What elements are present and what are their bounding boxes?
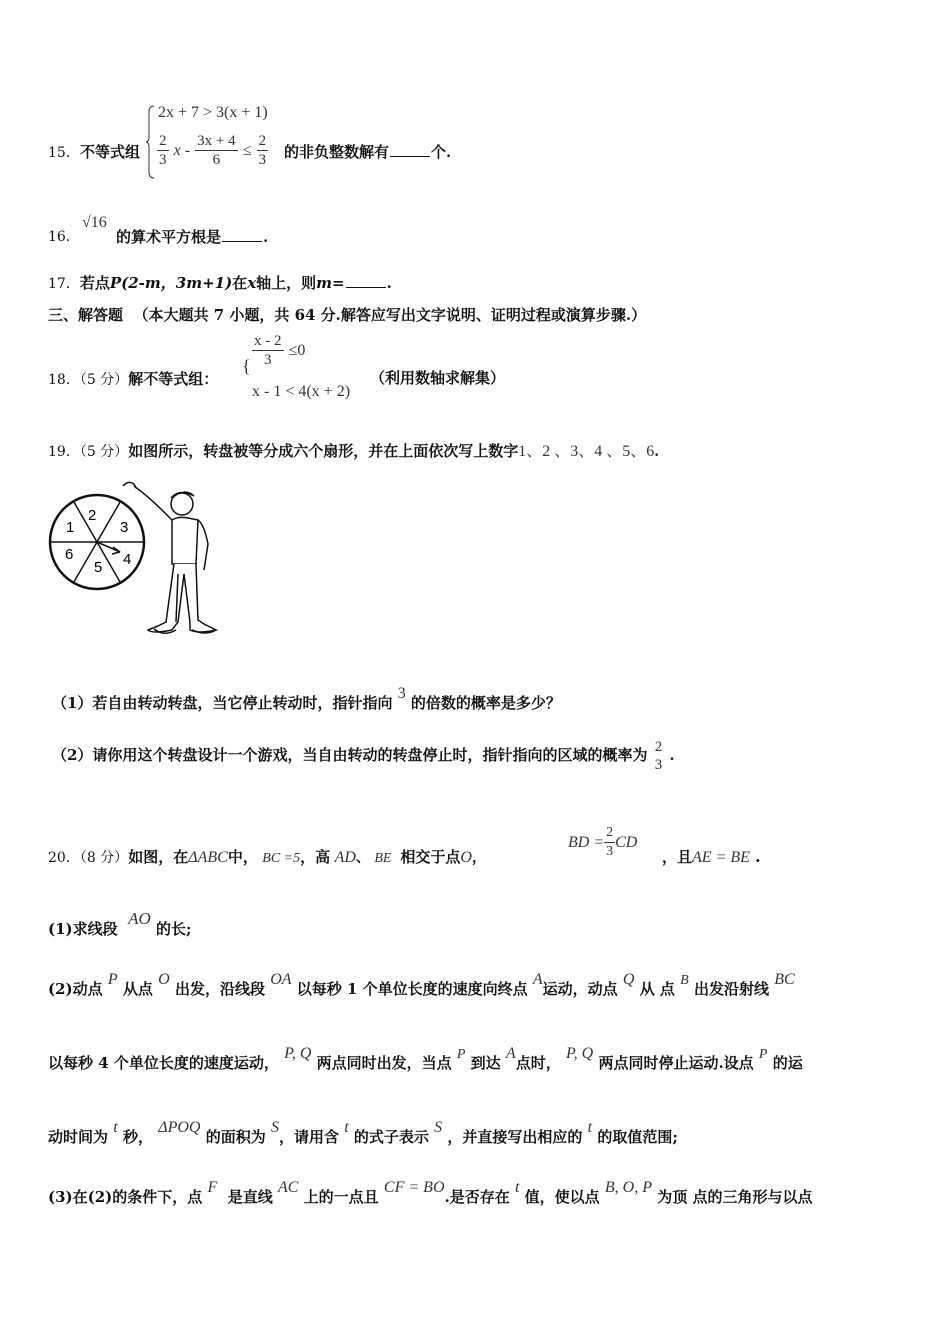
q15-suffix: 的非负整数解有 个. [284,143,452,161]
q16-text: 的算术平方根是 . [116,228,269,246]
q20-sub2-line3: 动时间为 t 秒， ΔPOQ 的面积为 S，请用含 t 的式子表示 S ，并直接写出相应的 t 的取值范围; [48,1119,678,1146]
q17-line: 17．若点P(2-m，3m+1)在x轴上，则m= . [48,274,392,292]
q18-row1: $\frac{x - 2}{3}$ ≤0 [254,333,306,368]
wheel-number-2: 2 [88,507,97,524]
q19-line: 19．（5 分）如图所示，转盘被等分成六个扇形，并在上面依次写上数字1、2 、3、4 、5、6. [48,442,660,460]
q15-row1: 2x + 7 > 3(x + 1) [158,104,268,121]
wheel-number-1: 1 [66,519,75,536]
q15-brace [146,104,156,180]
q15-prefix: 不等式组 [80,143,141,161]
q16-radical: √16 [82,214,107,231]
q20-line-end: ，且AE = BE . [662,847,761,866]
wheel-number-5: 5 [94,559,103,576]
section3-heading: 三、解答题 （本大题共 7 小题，共 64 分.解答应写出文字说明、证明过程或演算步骤.） [48,306,647,324]
q16-number: 16． [48,229,80,245]
wheel-number-4: 4 [123,551,132,568]
wheel-number-6: 6 [65,546,74,563]
q18-number: 18．（5 分）解不等式组： [48,370,219,388]
q15-frac-b: $\frac{3x + 4}{6}$ [197,133,236,168]
q15-frac-c: $\frac{2}{3}$ [258,133,267,168]
q20-sub2-line2: 以每秒 4 个单位长度的速度运动， P, Q 两点同时出发，当点 P 到达 A点时， P, Q 两点同时停止运动.设点 P 的运 [48,1045,803,1072]
q18-row2: x - 1 < 4(x + 2) [252,383,351,400]
spinner-figure [48,474,228,646]
q20-sub1: (1)求线段 AO 的长; [48,909,192,938]
q20-sub3: (3)在(2)的条件下，点 F 是直线 AC 上的一点且 CF = BO.是否存在 t 值，使以点 B, O, P 为顶 点的三角形与以点 [48,1179,813,1206]
q15-number: 15． [48,145,80,161]
q15-frac-a: $\frac{2}{3}$ [159,133,167,168]
q20-line: 20．（8 分）如图，在ΔABC中， BC =5，高 AD、 BE 相交于点O， [48,848,486,866]
q15-row2: $\frac{2}{3}$ x - $\frac{3x + 4}{6}$ ≤ $\frac{2}{3}$ [159,133,267,168]
wheel-number-3: 3 [120,519,129,536]
q19-part2: （2）请你用这个转盘设计一个游戏，当自由转动的转盘停止时，指针指向的区域的概率为 2 3 . [52,739,675,773]
q20-bd-expr: BD = $\frac{2}{3}$ CD [568,825,638,859]
q18-hint: （利用数轴求解集） [370,369,506,387]
q18-brace: { [242,356,251,376]
q20-sub2-line1: (2)动点 P 从点 O 出发，沿线段 OA 以每秒 1 个单位长度的速度向终点 A运动，动点 Q 从 点 B 出发沿射线 BC [48,971,795,998]
q19-part1: （1）若自由转动转盘，当它停止转动时，指针指向 3 的倍数的概率是多少？ [52,685,561,712]
